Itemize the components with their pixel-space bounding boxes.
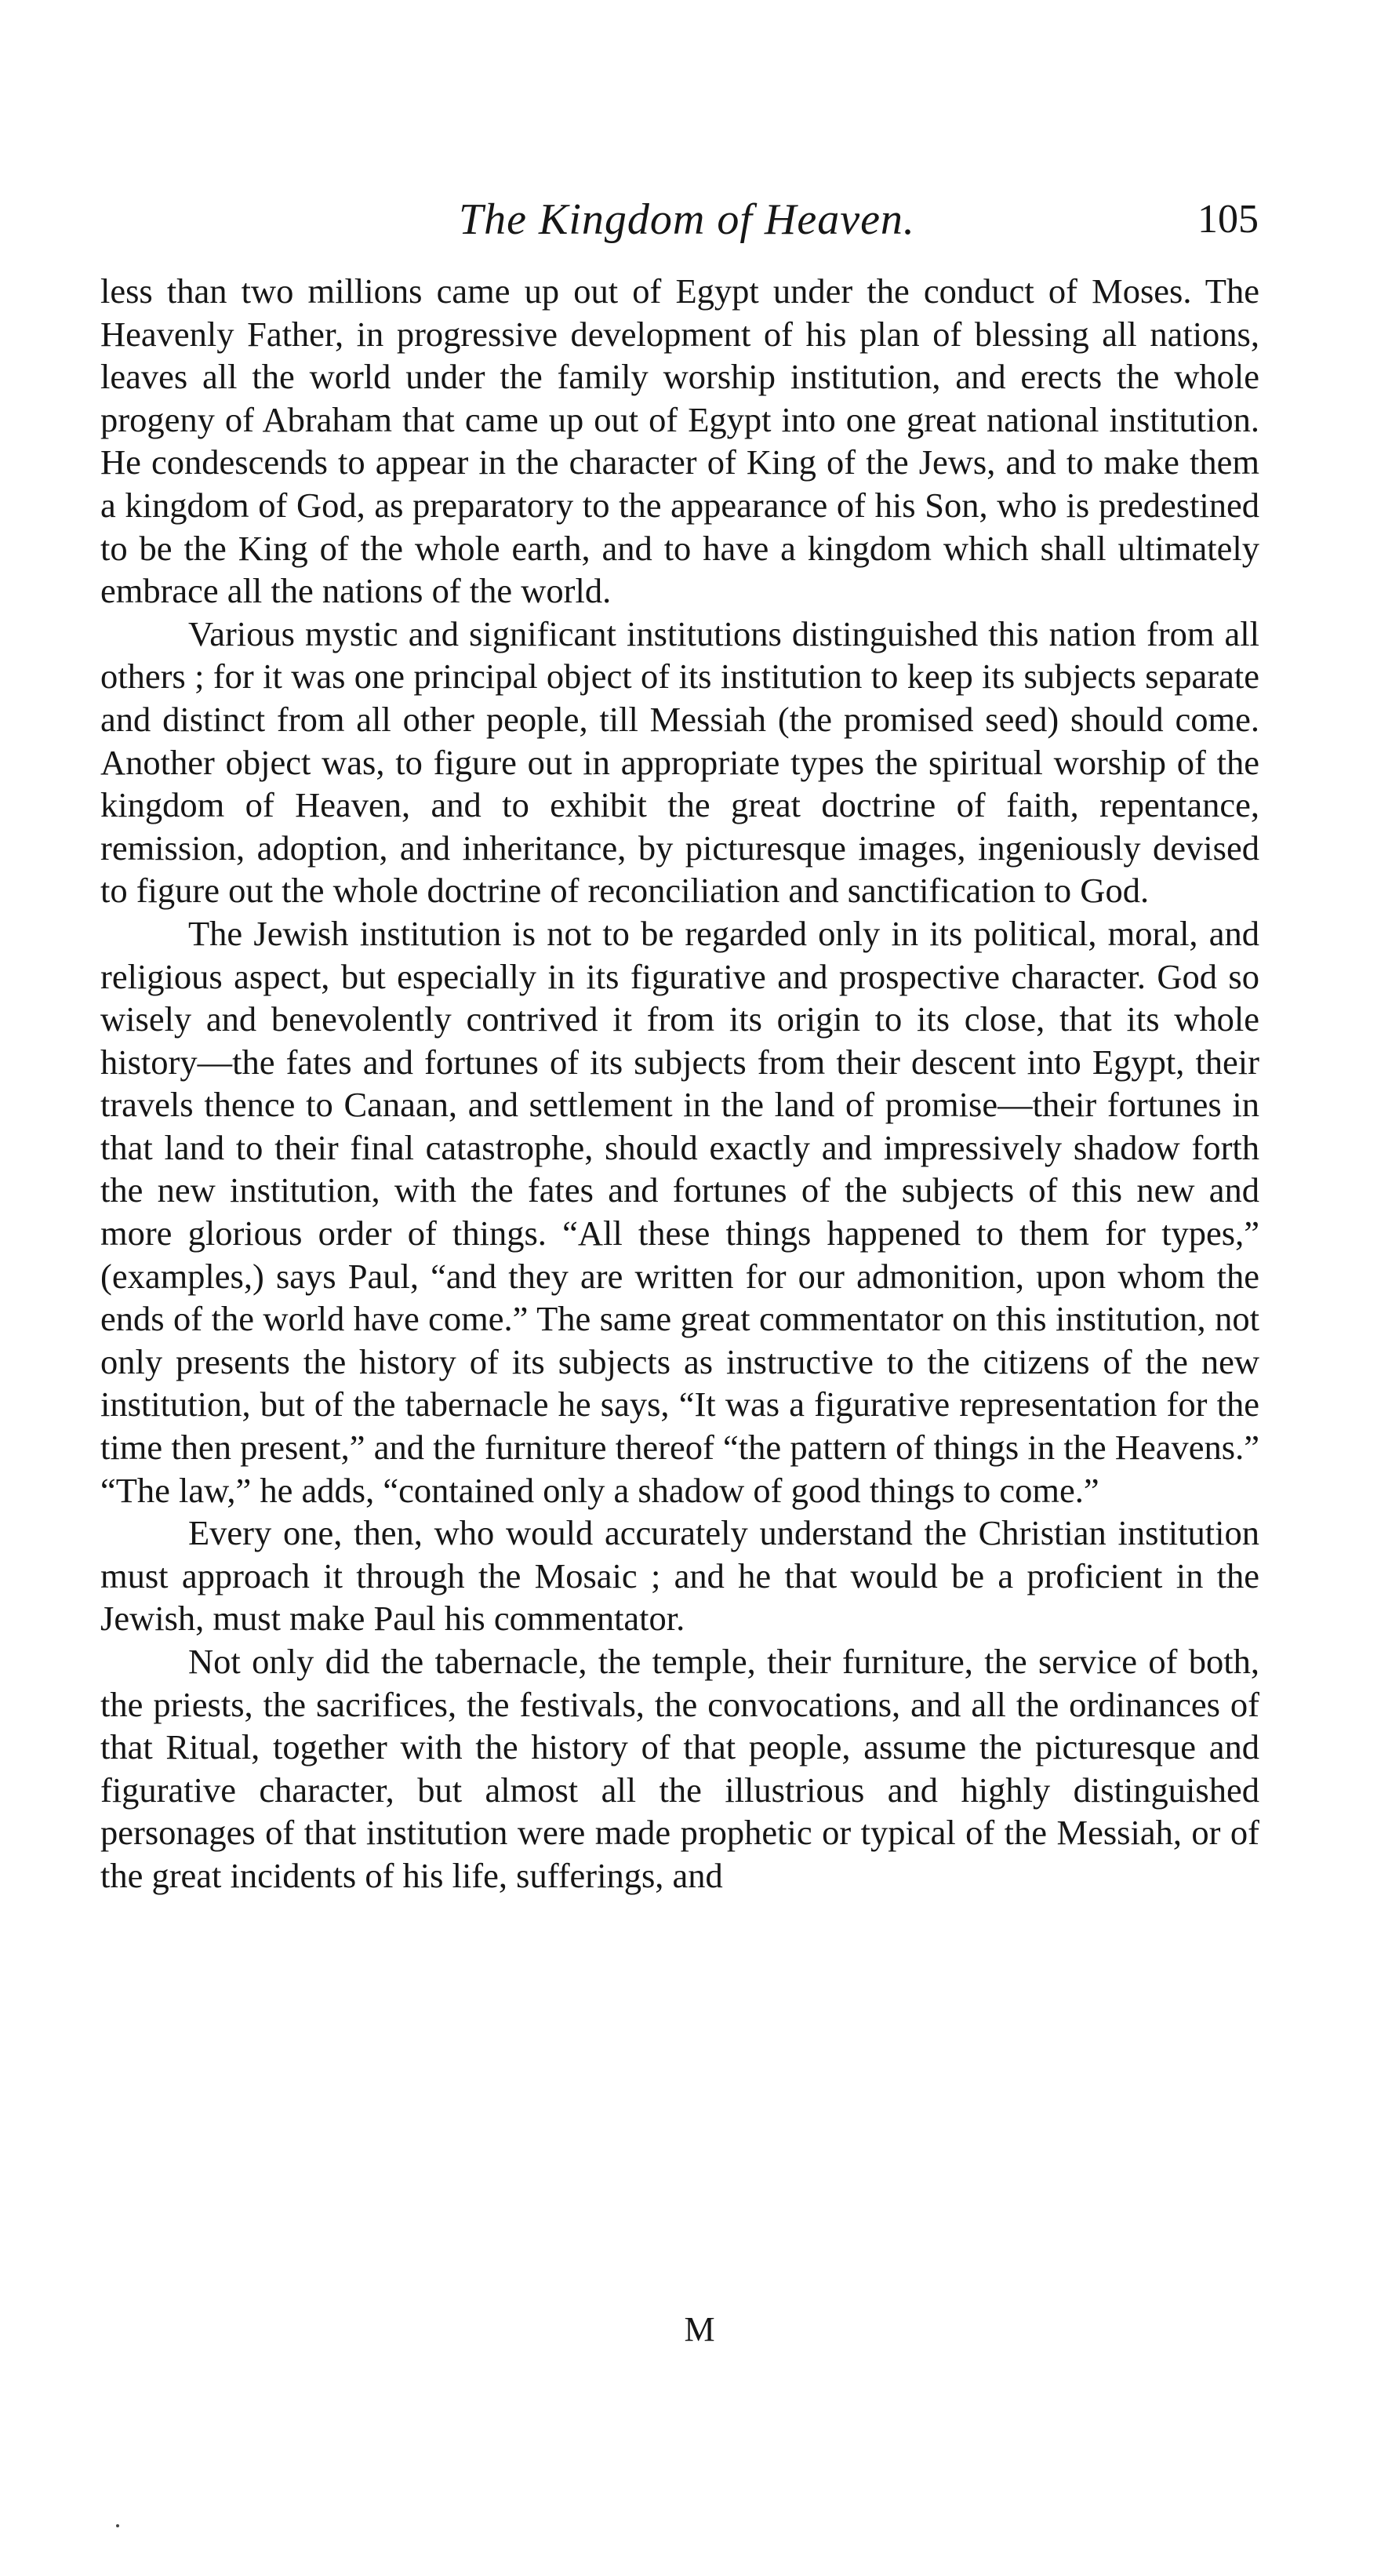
paragraph-2: Various mystic and significant institutions distinguished this nation from all others ; for it was one principal object of its institution to keep its subjects separate and distinct from all other people, till Messiah (the promised seed) should come. Another object was, to figure out in appropriate types the spiritual worship of the kingdom of Heaven, and to exhibit the great doctrine of faith, repentance, remission, adoption, and inheritance, by picturesque images, ingeniously devised to figure out the whole doctrine of reconciliation and sanctification to God. xyxy=(100,613,1259,911)
signature-mark: M xyxy=(684,2310,715,2349)
paper-speck xyxy=(116,2524,119,2527)
paragraph-5: Not only did the tabernacle, the temple, their furniture, the service of both, the priests, the sacrifices, the festivals, the convocations, and all the ordinances of that Ritual, together with the history of that people, assume the picturesque and figurative character, but almost all the illustrious and highly distinguished personages of that institution were made prophetic or typical of the Messiah, or of the great incidents of his life, sufferings, and xyxy=(100,1642,1259,1895)
paragraph-1: less than two millions came up out of Egypt under the conduct of Moses. The Heavenly Father, in progressive development of his plan of blessing all nations, leaves all the world under the family worship institution, and erects the whole progeny of Abraham that came up out of Egypt into one great national institution. He condescends to appear in the character of King of the Jews, and to make them a kingdom of God, as preparatory to the appearance of his Son, who is predestined to be the King of the whole earth, and to have a kingdom which shall ultimately embrace all the nations of the world. xyxy=(100,271,1259,611)
running-head xyxy=(102,188,1259,251)
page-number: 105 xyxy=(1197,197,1259,242)
paragraph-3: The Jewish institution is not to be regarded only in its political, moral, and religious aspect, but especially in its figurative and prospective character. God so wisely and benevolently contrived it from its origin to its close, that its whole history—the fates and fortunes of its subjects from their descent into Egypt, their travels thence to Canaan, and settlement in the land of promise—their fortunes in that land to their final catastrophe, should exactly and impressively shadow forth the new institution, with the fates and fortunes of the subjects of this new and more glorious order of things. “All these things happened to them for types,” (examples,) says Paul, “and they are written for our admonition, upon whom the ends of the world have come.” The same great commentator on this institution, not only presents the history of its subjects as instructive to the citizens of the new institution, but of the tabernacle he says, “It was a figurative representation for the time then present,” and the furniture thereof “the pattern of things in the Heavens.” “The law,” he adds, “contained only a shadow of good things to come.” xyxy=(100,913,1259,1510)
running-title: The Kingdom of Heaven. xyxy=(459,195,915,244)
body-text xyxy=(100,270,1259,1897)
paragraph-4: Every one, then, who would accurately understand the Christian institution must approach it through the Mosaic ; and he that would be a proficient in the Jewish, must make Paul his commentator. xyxy=(100,1513,1259,1639)
